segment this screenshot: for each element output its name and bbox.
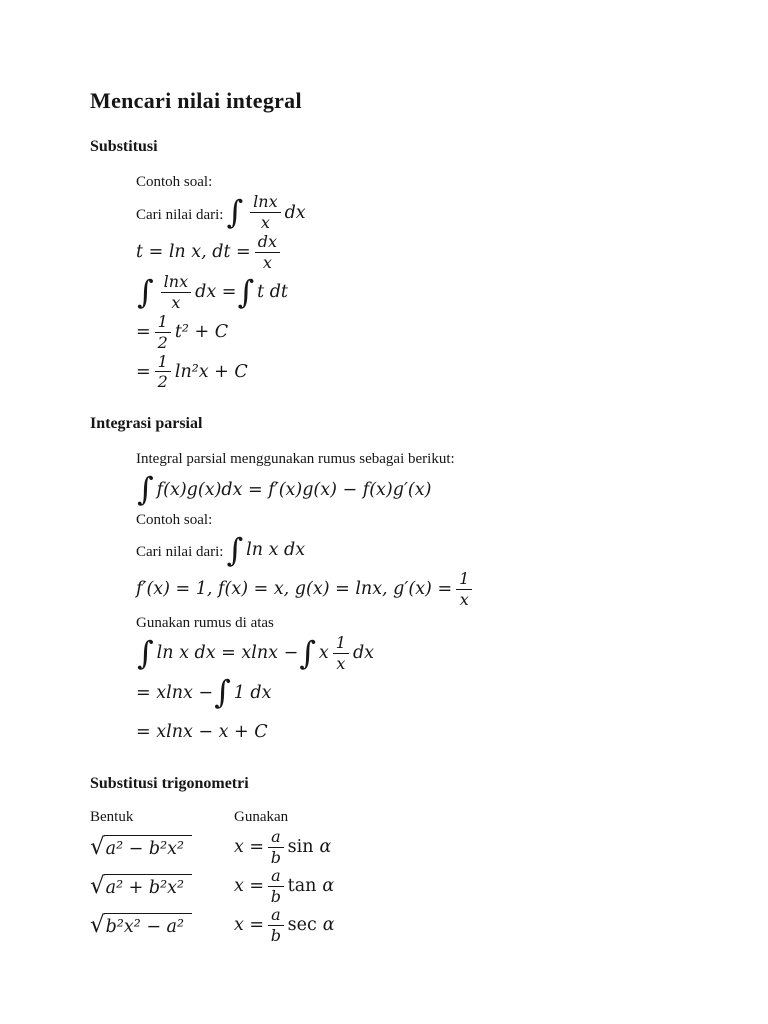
trig-row-gunakan: x = $\frac{a}{b}$ tan α	[234, 865, 335, 906]
contoh-soal-label: Contoh soal:	[136, 174, 213, 190]
trig-row-bentuk	[90, 828, 234, 867]
radical-sign: √	[90, 873, 105, 900]
fraction: $\frac{1}{x}$	[333, 634, 349, 673]
integral-sign: ∫	[137, 470, 154, 509]
trig-row-gunakan: x = $\frac{a}{b}$ sin α	[234, 826, 332, 867]
section-substitusi-trigonometri	[90, 775, 728, 945]
column-header-gunakan: Gunakan	[234, 808, 289, 825]
fraction: $\frac{1}{2}$	[155, 353, 171, 392]
integral-sign: ∫	[214, 673, 231, 712]
formula-parsial-target: Cari nilai dari: ∫ ln x dx	[136, 530, 306, 569]
trig-row-gunakan: x = $\frac{a}{b}$ sec α	[234, 904, 335, 945]
formula-substitusi-step1: ∫ $\frac{\ln x}{x}$ dx = ∫ t dt	[137, 271, 288, 312]
square-root: √ a² − b²x²	[90, 835, 192, 859]
trig-row-bentuk	[90, 906, 234, 945]
formula-parsial-step1: ∫ ln x dx = xlnx − ∫ x $\frac{1}{x}$ dx	[137, 632, 375, 673]
cari-nilai-label: Cari nilai dari:	[136, 543, 224, 560]
fraction: $\frac{\ln x}{x}$	[161, 273, 191, 312]
section-heading-substitusi: Substitusi	[90, 138, 158, 155]
intro-text: Integral parsial menggunakan rumus sebagai berikut:	[136, 451, 455, 468]
section-integrasi-parsial	[90, 415, 728, 750]
integral-sign: ∫	[226, 193, 244, 232]
use-rule-text: Gunakan rumus di atas	[136, 614, 274, 631]
fraction: $\frac{a}{b}$	[268, 867, 284, 906]
fraction: $\frac{1}{2}$	[155, 313, 171, 352]
formula-parsial-parts: f′(x) = 1, f(x) = x, g(x) = lnx, g′(x) = $\frac{1}{x}$	[136, 570, 728, 609]
fraction: $\frac{1}{x}$	[456, 570, 472, 609]
contoh-soal-label: Contoh soal:	[136, 511, 213, 528]
integral-sign: ∫	[137, 273, 154, 312]
integral-sign: ∫	[299, 634, 316, 673]
square-root: √ b²x² − a²	[90, 913, 192, 937]
trig-row-bentuk	[90, 867, 234, 906]
formula-substitusi-target: Cari nilai dari: ∫ $\frac{\ln x}{x}$ dx	[136, 192, 306, 233]
column-header-bentuk: Bentuk	[90, 808, 134, 825]
radical-sign: √	[90, 912, 105, 939]
square-root: √ a² + b²x²	[90, 874, 192, 898]
section-substitusi	[90, 138, 728, 391]
section-heading-substitusi-trigonometri: Substitusi trigonometri	[90, 774, 249, 792]
formula-parsial-step2: = xlnx − ∫ 1 dx	[136, 673, 272, 712]
fraction: $\frac{a}{b}$	[268, 906, 284, 945]
section-heading-integrasi-parsial: Integrasi parsial	[90, 415, 203, 433]
fraction: $\frac{\ln x}{x}$	[250, 193, 280, 232]
formula-substitusi-step2: = $\frac{1}{2}$ t² + C	[136, 311, 229, 352]
integral-sign: ∫	[137, 634, 154, 673]
integral-sign: ∫	[237, 273, 255, 312]
fraction: $\frac{a}{b}$	[268, 828, 284, 867]
radical-sign: √	[90, 834, 105, 861]
cari-nilai-label: Cari nilai dari:	[136, 207, 224, 224]
trig-substitution-table	[90, 809, 728, 945]
formula-parsial-rule: ∫ f(x)g(x)dx = f′(x)g(x) − f(x)g′(x)	[137, 470, 432, 509]
substitusi-body	[136, 172, 728, 391]
formula-substitusi-step3: = $\frac{1}{2}$ ln²x + C	[136, 351, 248, 392]
integrasi-parsial-body	[136, 449, 728, 750]
integral-sign: ∫	[226, 530, 244, 569]
formula-substitusi-sub: t = ln x, dt = $\frac{dx}{x}$	[136, 233, 728, 272]
page-title: Mencari nilai integral	[90, 88, 302, 113]
formula-parsial-step3: = xlnx − x + C	[136, 721, 268, 742]
fraction: $\frac{dx}{x}$	[255, 233, 280, 272]
